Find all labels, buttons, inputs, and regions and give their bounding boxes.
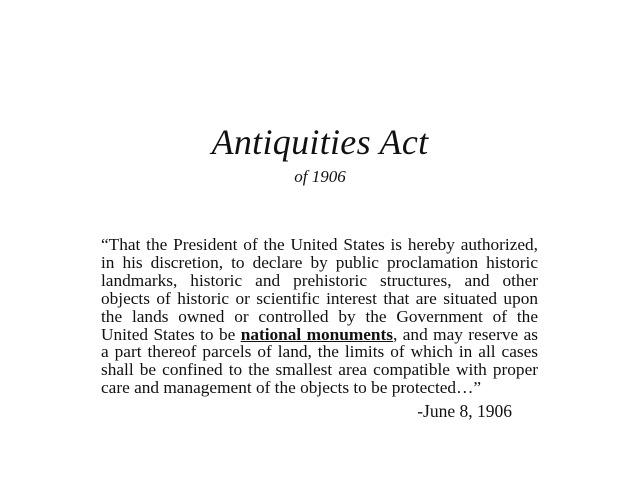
quote-text: , and may reserve as (393, 324, 538, 344)
quote-line: landmarks, historic and prehistoric structures, and other (101, 270, 538, 290)
quote-line: “That the President of the United States is hereby authorized, (101, 235, 538, 254)
document-subtitle: of 1906 (294, 167, 346, 186)
quote-text: United States to be (101, 324, 241, 344)
quote-line-with-emphasis (101, 326, 538, 344)
quote-line: shall be confined to the smallest area compatible with proper (101, 360, 538, 380)
national-monuments-emphasis: national monuments (240, 324, 394, 344)
quote-date: -June 8, 1906 (417, 401, 512, 421)
quote-line: objects of historic or scientific interest that are situated upon (101, 288, 538, 308)
quote-line: in his discretion, to declare by public proclamation historic (101, 252, 538, 272)
quote-block (101, 236, 538, 397)
quote-line: a part thereof parcels of land, the limits of which in all cases (101, 342, 538, 362)
quote-line: care and management of the objects to be protected…” (101, 378, 482, 398)
document-title: Antiquities Act (211, 122, 429, 162)
quote-line: the lands owned or controlled by the Government of the (101, 306, 538, 326)
